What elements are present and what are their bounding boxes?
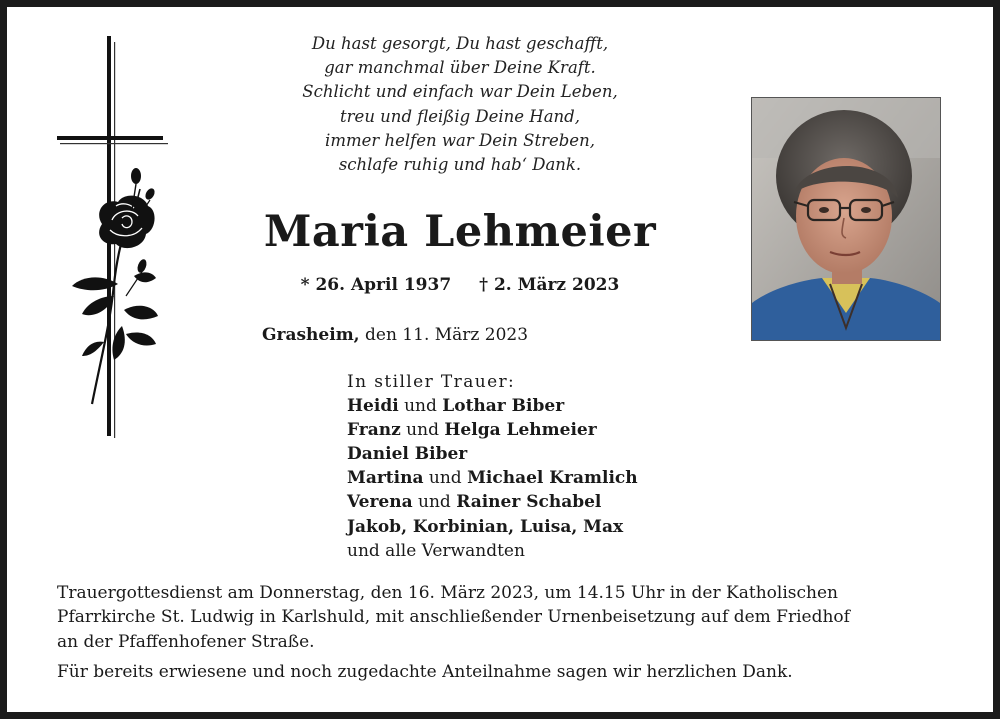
poem-line: Du hast gesorgt, Du hast geschafft, (311, 34, 609, 53)
deceased-name: Maria Lehmeier (263, 207, 657, 257)
service-line: Trauergottesdienst am Donnerstag, den 16. März 2023, um 14.15 Uhr in der Katholischen (57, 583, 838, 603)
thanks-line: Für bereits erwiesene und noch zugedachte Anteilnahme sagen wir herzlichen Dank. (57, 661, 793, 682)
mourners-intro: In stiller Trauer: (347, 372, 516, 392)
place-name: Grasheim, (262, 325, 360, 345)
mourner-line: Franz und Helga Lehmeier (347, 420, 597, 441)
cross-with-rose-icon (52, 34, 176, 442)
place-and-date (262, 322, 528, 348)
service-information (57, 581, 957, 684)
poem-line: Schlicht und einfach war Dein Leben, (302, 82, 618, 102)
death-date: † 2. März 2023 (479, 275, 620, 295)
portrait-photo (751, 97, 941, 341)
mourners-list (347, 370, 638, 563)
mourner-line: Daniel Biber (347, 444, 468, 465)
service-line: an der Pfaffenhofener Straße. (57, 631, 315, 652)
poem-line: immer helfen war Dein Streben, (325, 130, 595, 150)
mourner-line: Jakob, Korbinian, Luisa, Max (347, 516, 624, 537)
mourners-closing: und alle Verwandten (347, 540, 525, 561)
poem-line: schlafe ruhig und hab‘ Dank. (338, 155, 582, 175)
memorial-poem (255, 32, 665, 177)
service-line: Pfarrkirche St. Ludwig in Karlshuld, mit anschließender Urnenbeisetzung auf dem Friedhof (57, 607, 850, 628)
portrait-illustration (752, 98, 940, 340)
mourner-line: Martina und Michael Kramlich (347, 468, 638, 489)
poem-line: gar manchmal über Deine Kraft. (324, 58, 596, 78)
birth-date: * 26. April 1937 (300, 275, 452, 295)
life-dates (255, 272, 665, 298)
poem-line: treu und fleißig Deine Hand, (340, 106, 580, 126)
notice-date: den 11. März 2023 (365, 325, 529, 345)
mourner-line: Verena und Rainer Schabel (347, 492, 602, 513)
mourner-line: Heidi und Lothar Biber (347, 396, 565, 417)
